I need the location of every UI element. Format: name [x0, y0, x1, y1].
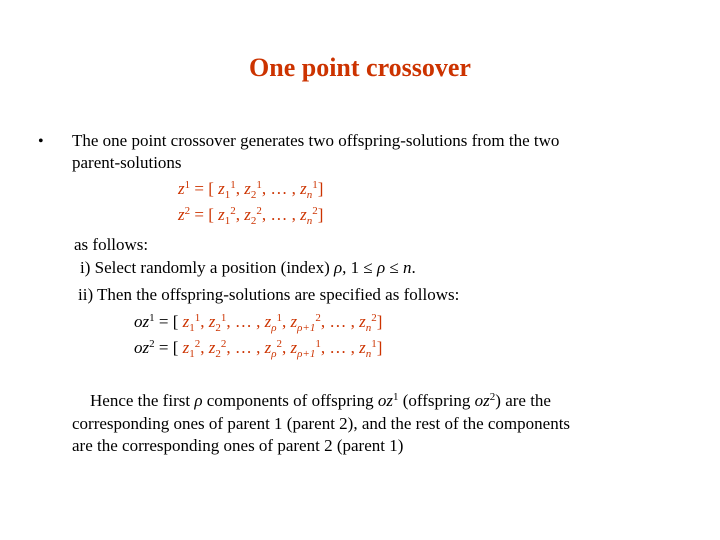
- conclusion-line-3: are the corresponding ones of parent 2 (parent 1): [72, 436, 404, 455]
- intro-line-2: parent-solutions: [72, 153, 182, 172]
- parent-vector-z1: $z^1$ = [ $z_1^1$, $z_2^1$, … , $z_n^1$]: [178, 179, 324, 201]
- conclusion-line-2: corresponding ones of parent 1 (parent 2), and the rest of the components: [72, 414, 571, 433]
- offspring-vector-oz2: $oz^2$ = [ $z_1^2$, $z_2^2$, … , $z_\rho^2$, $z_{\rho+1}^1$, … , $z_n^1$]: [134, 338, 383, 360]
- as-follows-label: as follows:: [74, 235, 149, 254]
- slide-title: One point crossover: [249, 53, 471, 82]
- bullet-icon: •: [38, 133, 44, 150]
- offspring-vector-oz1: $oz^1$ = [ $z_1^1$, $z_2^1$, … , $z_\rho^1$, $z_{\rho+1}^2$, … , $z_n^2$]: [134, 312, 383, 334]
- parent-vector-z2: $z^2$ = [ $z_1^2$, $z_2^2$, … , $z_n^2$]: [178, 205, 324, 227]
- conclusion-line-1: Hence the first ρ components of offspring $oz^1$ (offspring $oz^2$) are the: [90, 391, 551, 410]
- step-1: i) Select randomly a position (index) ρ, 1 ≤ ρ ≤ n.: [80, 258, 416, 277]
- intro-line-1: The one point crossover generates two offspring-solutions from the two: [72, 131, 560, 150]
- step-2: ii) Then the offspring-solutions are specified as follows:: [78, 285, 460, 304]
